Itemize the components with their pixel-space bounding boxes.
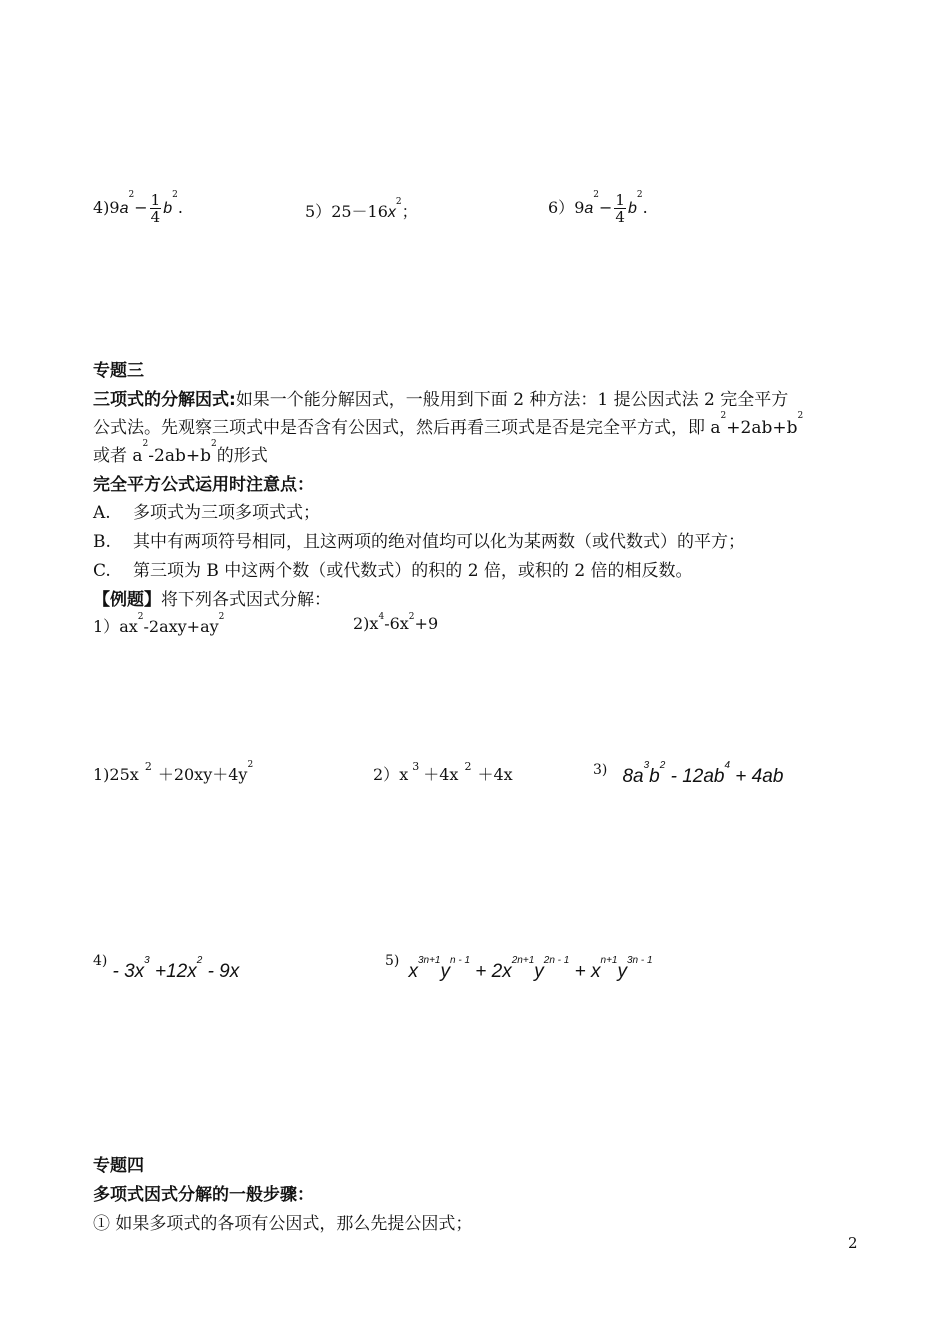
numerator: 1 [150, 191, 161, 209]
note-mark: A. [93, 503, 111, 523]
expr: ＋4x [477, 765, 513, 784]
fraction [614, 192, 626, 225]
exercise-4 [93, 953, 240, 982]
def-text: 公式法。先观察三项式中是否含有公因式，然后再看三项式是否是完全平方式，即 a [93, 418, 721, 438]
expr: y [440, 961, 450, 982]
note-a [93, 498, 320, 523]
expr: x [408, 961, 418, 982]
example-heading [93, 585, 331, 610]
exponent: 2 [464, 760, 472, 773]
exponent: 3 [144, 955, 150, 966]
expr: + 4ab [730, 766, 784, 787]
expr: ax [119, 617, 138, 636]
item-label: 4) [93, 198, 110, 217]
fraction [150, 192, 162, 225]
exponent: 3 [412, 760, 420, 773]
var: x [387, 204, 396, 221]
expr: +12x [149, 961, 197, 982]
exponent: 2 [128, 190, 135, 200]
step-mark: ① [93, 1214, 110, 1234]
notes-title: 完全平方公式运用时注意点： [93, 475, 314, 495]
coef: 9 [109, 198, 120, 217]
exponent: 2 [659, 760, 666, 771]
exercise-1 [93, 762, 253, 785]
def-text: 如果一个能分解因式，一般用到下面 2 种方法：1 提公因式法 2 完全平方 [235, 390, 789, 410]
item-4 [93, 192, 183, 225]
topic4-title: 专题四 [93, 1156, 144, 1176]
var: b [627, 200, 637, 217]
exponent: 2n - 1 [543, 955, 570, 966]
expr: -6x [384, 614, 409, 633]
exercise-2 [373, 762, 513, 785]
exercise-3 [593, 760, 784, 787]
topic3-title: 专题三 [93, 361, 144, 381]
example-text: 将下列各式因式分解： [161, 590, 331, 610]
expr: +9 [414, 614, 439, 633]
step-text: 如果多项式的各项有公因式，那么先提公因式； [115, 1214, 473, 1234]
denominator: 4 [615, 208, 625, 226]
item-label: 3) [593, 762, 608, 778]
exponent: 2 [408, 612, 415, 622]
exercise-5-expr [408, 955, 653, 982]
exercise-4-expr [112, 955, 240, 982]
expr: - 3x [112, 961, 145, 982]
note-text: 第三项为 B 中这两个数（或代数式）的积的 2 倍，或积的 2 倍的相反数。 [133, 561, 693, 581]
def-text: -2ab+b [148, 446, 211, 466]
expr: x [399, 765, 409, 784]
expr: + 2x [470, 961, 512, 982]
expr: b [649, 766, 660, 787]
item-label: 2） [373, 765, 400, 784]
expr: + x [569, 961, 601, 982]
exponent: 3 [643, 760, 650, 771]
expr: y [534, 961, 544, 982]
exponent: 3n+1 [417, 955, 441, 966]
page-number: 2 [848, 1234, 858, 1252]
example-bracket: 【例题】 [93, 590, 161, 610]
item-5 [305, 199, 418, 222]
item-label: 1） [93, 617, 120, 636]
note-text: 多项式为三项多项式式； [133, 503, 320, 523]
item-6 [548, 192, 648, 225]
note-b [93, 527, 745, 552]
expr: ＋4x [423, 765, 459, 784]
def-text: +2ab+b [726, 418, 798, 438]
topic3-def-line1 [93, 385, 788, 410]
note-mark: C. [93, 561, 111, 581]
expr: 25－16 [331, 202, 388, 221]
exponent: 2 [142, 439, 149, 449]
exponent: 2 [636, 190, 643, 200]
expr: x [369, 614, 379, 633]
item-label: 6） [548, 198, 575, 217]
exponent: 3n - 1 [626, 955, 653, 966]
expr: y [617, 961, 627, 982]
expr: 8a [622, 766, 644, 787]
denominator: 4 [150, 208, 161, 226]
exercise-3-expr [622, 760, 784, 787]
item-label: 5） [305, 202, 332, 221]
topic3-def-line3 [93, 441, 268, 466]
var: b [163, 200, 173, 217]
exponent: 2 [137, 612, 144, 622]
exponent: 2 [247, 760, 254, 770]
exponent: n - 1 [450, 955, 471, 966]
topic3-def-line2 [93, 413, 803, 438]
note-c [93, 556, 693, 581]
numerator: 1 [615, 191, 625, 209]
example-1 [93, 614, 224, 637]
var: a [119, 200, 129, 217]
exponent: 2 [211, 439, 217, 449]
exponent: 2 [593, 190, 600, 200]
note-mark: B. [93, 532, 111, 552]
note-text: 其中有两项符号相同，且这两项的绝对值均可以化为某两数（或代数式）的平方； [133, 532, 745, 552]
item-label: 2) [353, 614, 370, 633]
expr: - 12ab [665, 766, 725, 787]
expr: ＋20xy＋4y [157, 765, 248, 784]
punct: . [177, 198, 183, 217]
topic4-subtitle: 多项式因式分解的一般步骤： [93, 1185, 314, 1205]
example-2 [353, 614, 438, 633]
exercise-5 [385, 953, 653, 982]
exponent: 2 [144, 760, 152, 773]
def-bold: 三项式的分解因式: [93, 390, 236, 410]
punct: . [642, 198, 648, 217]
punct: ； [401, 202, 418, 221]
expr: 25x [109, 765, 139, 784]
exponent: 2 [218, 612, 225, 622]
exponent: 2 [797, 411, 804, 421]
expr: -2axy+ay [143, 617, 219, 636]
exponent: 2 [720, 411, 727, 421]
topic4-step1 [93, 1209, 472, 1234]
item-label: 4) [93, 953, 108, 969]
var: a [584, 200, 594, 217]
item-label: 5) [385, 953, 400, 969]
exponent: 2 [395, 197, 402, 207]
exponent: 2 [172, 190, 178, 200]
item-label: 1) [93, 765, 110, 784]
coef: 9 [574, 198, 585, 217]
minus-sign: − [599, 198, 613, 217]
exponent: n+1 [600, 955, 618, 966]
def-text: 或者 a [93, 446, 143, 466]
def-text: 的形式 [216, 446, 268, 466]
expr: - 9x [202, 961, 240, 982]
minus-sign: − [134, 198, 148, 217]
exponent: 2n+1 [511, 955, 535, 966]
exponent: 4 [724, 760, 731, 771]
exponent: 4 [378, 612, 385, 622]
exponent: 2 [196, 955, 203, 966]
